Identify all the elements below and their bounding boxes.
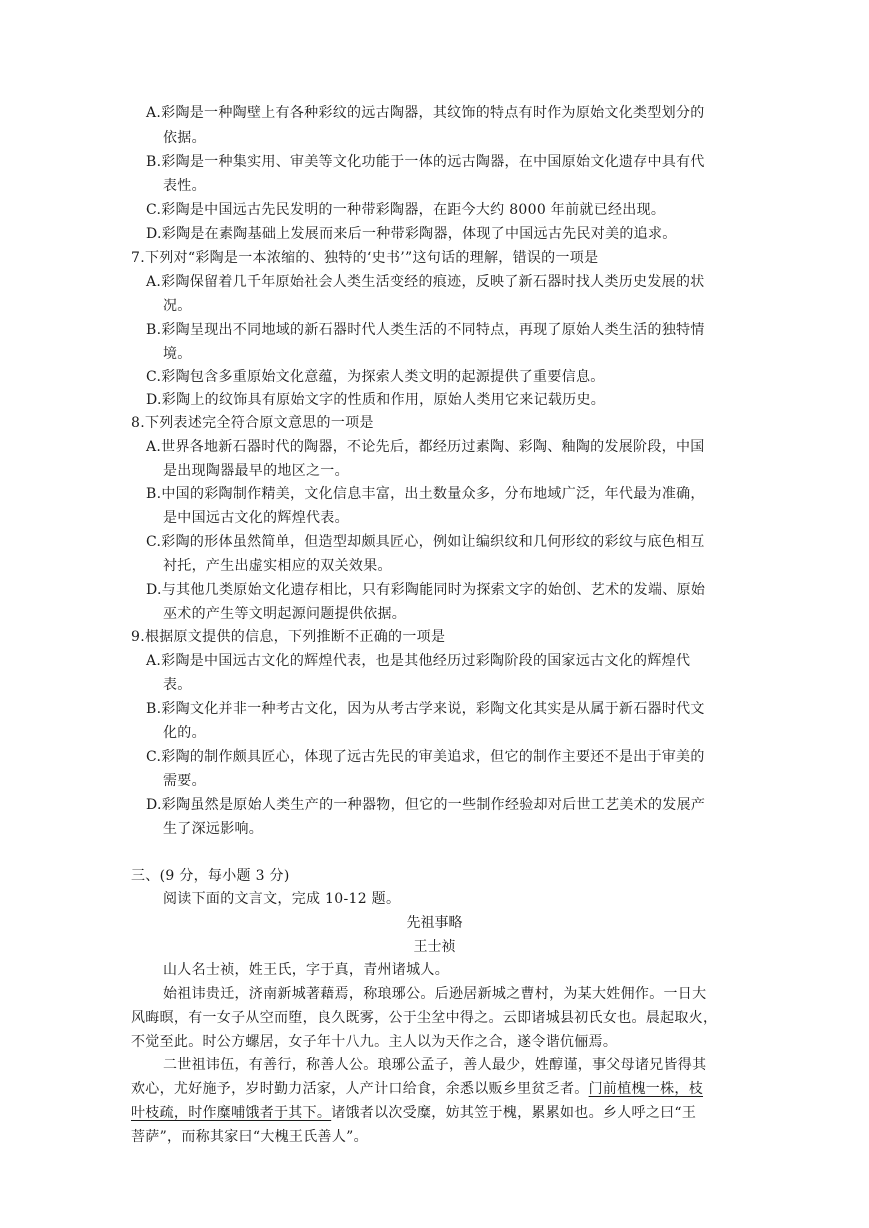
- passage-author: 王士祯: [413, 939, 456, 955]
- q8-option-d-line1: D.与其他几类原始文化遗存相比，只有彩陶能同时为探索文字的始创、艺术的发端、原始: [146, 582, 706, 598]
- underlined-sentence: 叶枝疏，时作糜哺饿者于其下。: [131, 1105, 332, 1121]
- q9-option-a-line1: A.彩陶是中国远古文化的辉煌代表，也是其他经历过彩陶阶段的国家远古文化的辉煌代: [146, 653, 691, 669]
- q8-option-c-line2: 衬托，产生出虚实相应的双关效果。: [163, 558, 392, 574]
- q7-stem: 7.下列对“彩陶是一本浓缩的、独特的‘史书’”这句话的理解，错误的一项是: [131, 250, 599, 266]
- q8-option-b-line2: 是中国远古文化的辉煌代表。: [163, 510, 349, 526]
- passage-paragraph-3-line4: 菩萨”，而称其家曰“大槐王氏善人”。: [131, 1129, 368, 1145]
- q9-option-a-line2: 表。: [163, 677, 192, 693]
- q6-option-b-line1: B.彩陶是一种集实用、审美等文化功能于一体的远古陶器，在中国原始文化遗存中具有代: [146, 154, 705, 170]
- q6-option-d: D.彩陶是在素陶基础上发展而来后一种带彩陶器，体现了中国远古先民对美的追求。: [146, 226, 677, 242]
- q8-option-c-line1: C.彩陶的形体虽然简单，但造型却颇具匠心，例如让编织纹和几何形纹的彩纹与底色相互: [146, 534, 705, 550]
- q9-option-d-line2: 生了深远影响。: [163, 821, 264, 837]
- q7-option-b-line2: 境。: [163, 346, 192, 362]
- passage-paragraph-2-line2: 风晦暝，有一女子从空而堕，良久既雾，公于尘坌中得之。云即诸城县初氏女也。晨起取火，: [131, 1010, 718, 1026]
- q6-option-a-line2: 依据。: [163, 130, 206, 146]
- passage-paragraph-3-line2: [131, 1079, 703, 1099]
- underlined-sentence: 门前植槐一株，枝: [588, 1081, 704, 1097]
- q8-option-d-line2: 巫术的产生等文明起源问题提供依据。: [163, 606, 407, 622]
- q9-option-d-line1: D.彩陶虽然是原始人类生产的一种器物，但它的一些制作经验却对后世工艺美术的发展产: [146, 797, 706, 813]
- q9-option-b-line1: B.彩陶文化并非一种考古文化，因为从考古学来说，彩陶文化其实是从属于新石器时代文: [146, 701, 705, 717]
- passage-text: 诸饿者以次受糜，妨其笠于槐，累累如也。乡人呼之曰“王: [331, 1105, 697, 1121]
- q8-stem: 8.下列表述完全符合原文意思的一项是: [131, 415, 374, 431]
- q9-option-c-line2: 需要。: [163, 773, 206, 789]
- section-instruction: 阅读下面的文言文，完成 10-12 题。: [163, 891, 401, 907]
- q6-option-c: C.彩陶是中国远古先民发明的一种带彩陶器，在距今大约 8000 年前就已经出现。: [146, 202, 666, 218]
- q7-option-a-line2: 况。: [163, 298, 192, 314]
- passage-paragraph-2-line1: 始祖讳贵迁，济南新城著藉焉，称琅琊公。后逊居新城之曹村，为某大姓佣作。一日大: [163, 986, 707, 1002]
- q7-option-a-line1: A.彩陶保留着几千年原始社会人类生活变经的痕迹，反映了新石器时找人类历史发展的状: [146, 274, 705, 290]
- q7-option-b-line1: B.彩陶呈现出不同地域的新石器时代人类生活的不同特点，再现了原始人类生活的独特情: [146, 322, 705, 338]
- q8-option-b-line1: B.中国的彩陶制作精美，文化信息丰富，出土数量众多，分布地域广泛，年代最为准确，: [146, 486, 705, 502]
- passage-paragraph-3-line1: 二世祖讳伍，有善行，称善人公。琅琊公孟子，善人最少，姓醇谨，事父母诸兄皆得其: [163, 1057, 707, 1073]
- q9-option-b-line2: 化的。: [163, 725, 206, 741]
- q9-stem: 9.根据原文提供的信息，下列推断不正确的一项是: [131, 629, 446, 645]
- q8-option-a-line1: A.世界各地新石器时代的陶器，不论先后，都经历过素陶、彩陶、釉陶的发展阶段，中国: [146, 439, 705, 455]
- q8-option-a-line2: 是出现陶器最早的地区之一。: [163, 463, 349, 479]
- q7-option-d: D.彩陶上的纹饰具有原始文字的性质和作用，原始人类用它来记载历史。: [146, 392, 606, 408]
- q9-option-c-line1: C.彩陶的制作颇具匠心，体现了远古先民的审美追求，但它的制作主要还不是出于审美的: [146, 749, 705, 765]
- section-header: 三、(9 分，每小题 3 分): [131, 868, 290, 884]
- q7-option-c: C.彩陶包含多重原始文化意蕴，为探索人类文明的起源提供了重要信息。: [146, 369, 605, 385]
- passage-paragraph-2-line3: 不觉至此。时公方螺居，女子年十八九。主人以为天作之合，遂令谐伉俪焉。: [131, 1034, 618, 1050]
- passage-paragraph-3-line3: [131, 1103, 696, 1123]
- q6-option-a-line1: A.彩陶是一种陶壁上有各种彩纹的远古陶器，其纹饰的特点有时作为原始文化类型划分的: [146, 105, 705, 121]
- passage-paragraph-1: 山人名士祯，姓王氏，字于真，青州诸城人。: [163, 962, 449, 978]
- passage-text: 欢心，尤好施予，岁时勤力活家，人产计口给食，余悉以贩乡里贫乏者。: [131, 1081, 589, 1097]
- passage-title: 先祖事略: [406, 915, 463, 931]
- q6-option-b-line2: 表性。: [163, 178, 206, 194]
